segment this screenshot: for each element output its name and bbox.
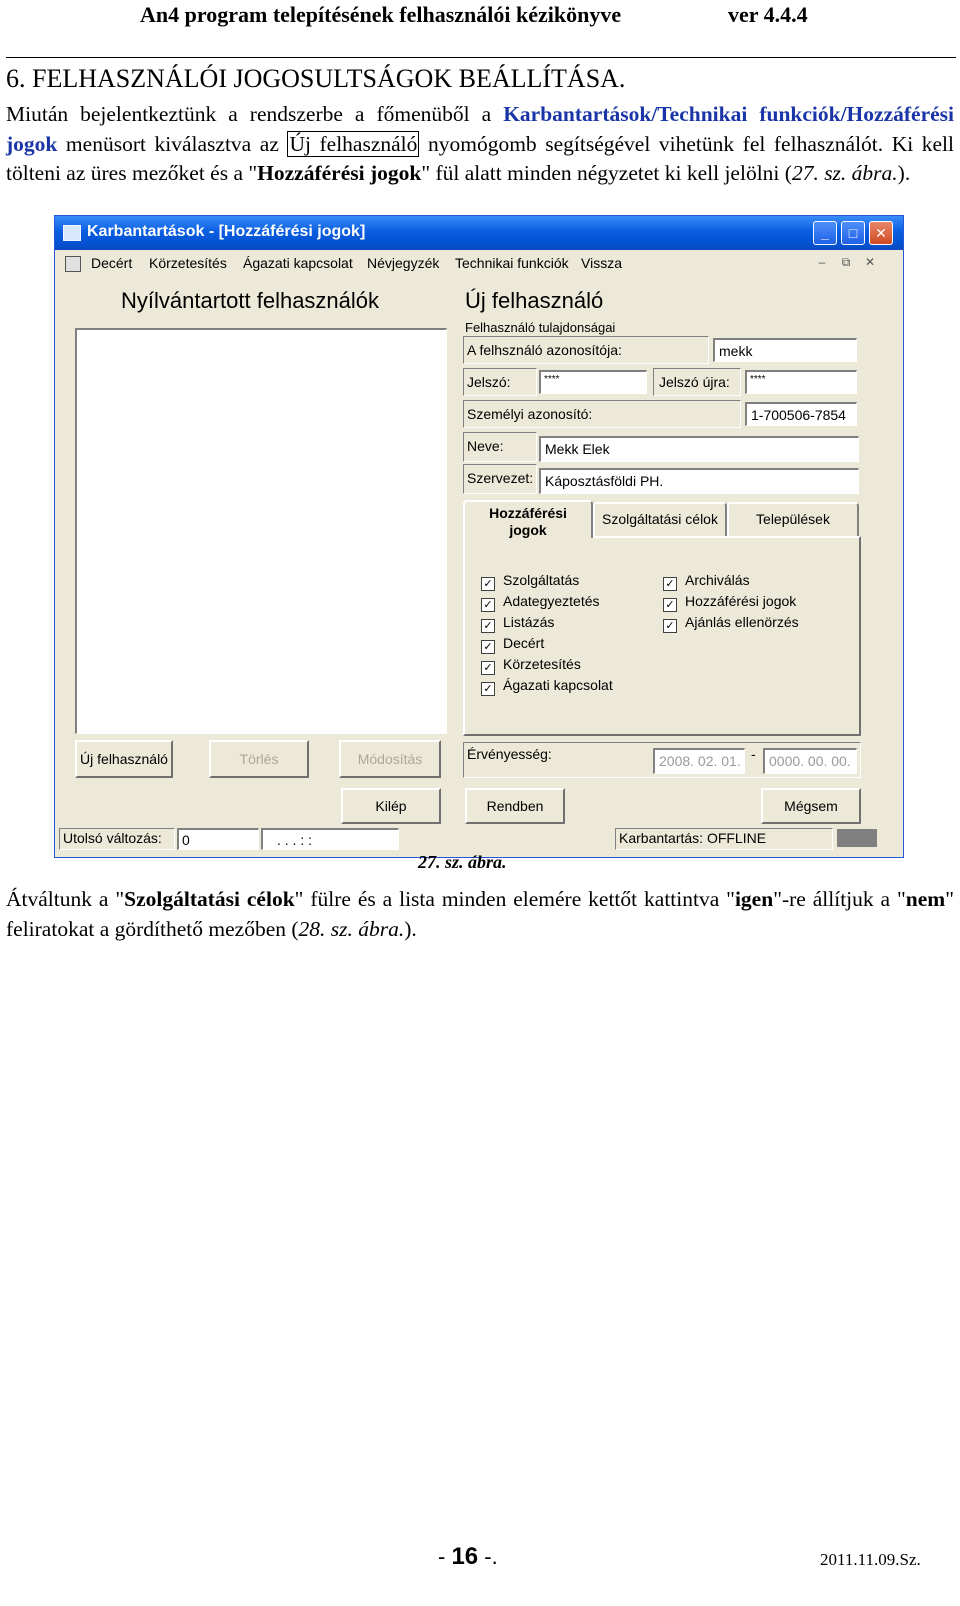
yes-reference: igen (734, 887, 774, 911)
login-input[interactable]: mekk (713, 338, 857, 362)
menu-bar (57, 250, 901, 277)
followup-paragraph (6, 885, 954, 944)
check-icon: ✓ (663, 619, 677, 633)
page-header (0, 0, 960, 40)
window-title: Karbantartások - [Hozzáférési jogok] (87, 223, 366, 240)
check-icon: ✓ (663, 598, 677, 612)
maintenance-status: Karbantartás: OFFLINE (619, 830, 767, 846)
exit-button[interactable]: Kilép (341, 788, 441, 824)
org-input[interactable]: Káposztásföldi PH. (539, 468, 859, 494)
page-suffix: -. (478, 1544, 498, 1569)
service-goals-reference: Szolgáltatási célok (124, 887, 295, 911)
checkbox-szolgaltatas[interactable] (481, 572, 579, 591)
tab-access-rights[interactable] (463, 500, 593, 538)
window-content (57, 276, 901, 856)
checkbox-listazas[interactable] (481, 614, 554, 633)
menu-nevjegyzek[interactable]: Névjegyzék (367, 255, 440, 271)
section-heading: 6. FELHASZNÁLÓI JOGOSULTSÁGOK BEÁLLÍTÁSA. (6, 64, 626, 93)
name-input[interactable]: Mekk Elek (539, 436, 859, 462)
page-value: 16 (451, 1543, 479, 1570)
check-icon: ✓ (481, 661, 495, 675)
check-icon: ✓ (481, 619, 495, 633)
checkbox-label: Hozzáférési jogok (685, 593, 797, 609)
cancel-button[interactable]: Mégsem (761, 788, 861, 824)
tab-access-rights-line2: jogok (509, 522, 547, 538)
checkbox-korzetesites[interactable] (481, 656, 581, 675)
check-icon: ✓ (481, 682, 495, 696)
para1-text-4: " fül alatt minden négyzetet ki kell jelölni ( (421, 161, 792, 185)
menu-korzetesites[interactable]: Körzetesítés (149, 255, 227, 271)
last-change-value: 0 (177, 828, 259, 850)
window-titlebar[interactable] (55, 216, 903, 250)
personal-id-input[interactable]: 1-700506-7854 (745, 402, 857, 426)
password2-input[interactable]: **** (745, 370, 857, 394)
menu-agazati-kapcsolat[interactable]: Ágazati kapcsolat (243, 255, 353, 271)
document-icon (65, 256, 81, 272)
validity-from-input[interactable]: 2008. 02. 01. (653, 748, 745, 774)
new-user-title: Új felhasználó (465, 288, 604, 313)
menu-vissza[interactable]: Vissza (581, 255, 622, 271)
menu-technikai-funkciok[interactable]: Technikai funkciók (455, 255, 569, 271)
checkbox-decert[interactable] (481, 635, 544, 654)
org-label: Szervezet: (467, 470, 534, 486)
check-icon: ✓ (481, 598, 495, 612)
mdi-restore-icon[interactable]: ⧉ (841, 255, 851, 269)
manual-title: An4 program telepítésének felhasználói kézikönyve (140, 2, 622, 27)
figure-caption: 27. sz. ábra. (418, 852, 507, 872)
checkbox-label: Körzetesítés (503, 656, 581, 672)
no-reference: nem (905, 887, 946, 911)
figure-reference: 27. sz. ábra. (791, 161, 898, 185)
password2-label: Jelszó újra: (659, 374, 730, 390)
footer-date: 2011.11.09.Sz. (820, 1550, 921, 1569)
access-rights-reference: Hozzáférési jogok (257, 161, 422, 185)
delete-button[interactable]: Törlés (209, 740, 309, 778)
checkbox-label: Szolgáltatás (503, 572, 580, 588)
menu-decert[interactable]: Decért (91, 255, 133, 271)
checkbox-hozzaferesi-jogok[interactable] (663, 593, 796, 612)
tab-settlements[interactable]: Települések (727, 502, 859, 536)
para1-text-3: nyomógomb segítségével vihetünk fel felhasználót. Ki kell tölteni az üres mezőket és a " (6, 131, 955, 185)
mdi-minimize-icon[interactable]: – (818, 255, 826, 269)
page-prefix: - (438, 1544, 452, 1569)
para2-text-4: " feliratokat a gördíthető mezőben ( (6, 887, 954, 941)
status-indicator (837, 829, 877, 847)
checkbox-label: Listázás (503, 614, 555, 630)
para2-text-1: Átváltunk a " (6, 887, 125, 911)
registered-users-list[interactable] (75, 328, 447, 734)
page-number (438, 1543, 498, 1571)
minimize-button[interactable]: _ (813, 221, 837, 245)
tab-service-goals[interactable]: Szolgáltatási célok (593, 502, 727, 536)
checkbox-agazati-kapcsolat[interactable] (481, 677, 613, 696)
checkbox-ajanlas-ellenorzes[interactable] (663, 614, 799, 633)
validity-separator: - (751, 746, 756, 762)
new-user-button[interactable]: Új felhasználó (75, 740, 173, 778)
login-label: A felhsználó azonosítója: (467, 342, 622, 358)
status-bar (57, 826, 901, 850)
user-properties-label: Felhasználó tulajdonságai (465, 320, 616, 335)
new-user-button-reference: Új felhasználó (289, 131, 418, 156)
para2-text-3: "-re állítjuk a " (773, 887, 906, 911)
header-divider (6, 57, 956, 58)
ok-button[interactable]: Rendben (465, 788, 565, 824)
para1-text-1: Miután bejelentkeztünk a rendszerbe a főmenüből a (6, 102, 504, 126)
checkbox-label: Archiválás (685, 572, 750, 588)
para1-text-2: menüsort kiválasztva az (57, 131, 288, 156)
validity-label: Érvényesség: (467, 746, 552, 762)
para2-text-5: ). (404, 916, 417, 941)
intro-paragraph (6, 100, 954, 189)
app-icon (63, 225, 81, 241)
close-button[interactable]: ✕ (869, 221, 893, 245)
password-label: Jelszó: (467, 374, 511, 390)
para2-text-2: " fülre és a lista minden elemére kettőt kattintva " (294, 887, 735, 911)
registered-users-title: Nyílvántartott felhasználók (121, 288, 380, 313)
password-input[interactable]: **** (539, 370, 647, 394)
last-change-label: Utolsó változás: (63, 830, 162, 846)
tab-access-rights-line1: Hozzáférési (489, 505, 567, 521)
checkbox-label: Ágazati kapcsolat (503, 677, 613, 693)
personal-id-label: Személyi azonosító: (467, 406, 593, 422)
access-rights-window (54, 215, 904, 858)
checkbox-label: Decért (503, 635, 545, 651)
check-icon: ✓ (481, 640, 495, 654)
menu-path-link: Karbantartások/Technikai funkciók/Hozzáférési jogok (6, 102, 954, 156)
checkbox-label: Adategyeztetés (503, 593, 600, 609)
check-icon: ✓ (663, 577, 677, 591)
check-icon: ✓ (481, 577, 495, 591)
figure-reference: 28. sz. ábra. (298, 916, 405, 941)
manual-version: ver 4.4.4 (728, 2, 808, 27)
last-change-time: . . . : : (261, 828, 399, 850)
validity-to-input[interactable]: 0000. 00. 00. (763, 748, 857, 774)
mdi-close-icon[interactable]: ✕ (864, 255, 876, 269)
modify-button[interactable]: Módosítás (339, 740, 441, 778)
maximize-button[interactable]: □ (841, 221, 865, 245)
checkbox-label: Ajánlás ellenörzés (685, 614, 799, 630)
para1-text-5: ). (897, 161, 911, 185)
checkbox-archivalas[interactable] (663, 572, 750, 591)
checkbox-adategyeztetes[interactable] (481, 593, 600, 612)
name-label: Neve: (467, 438, 504, 454)
